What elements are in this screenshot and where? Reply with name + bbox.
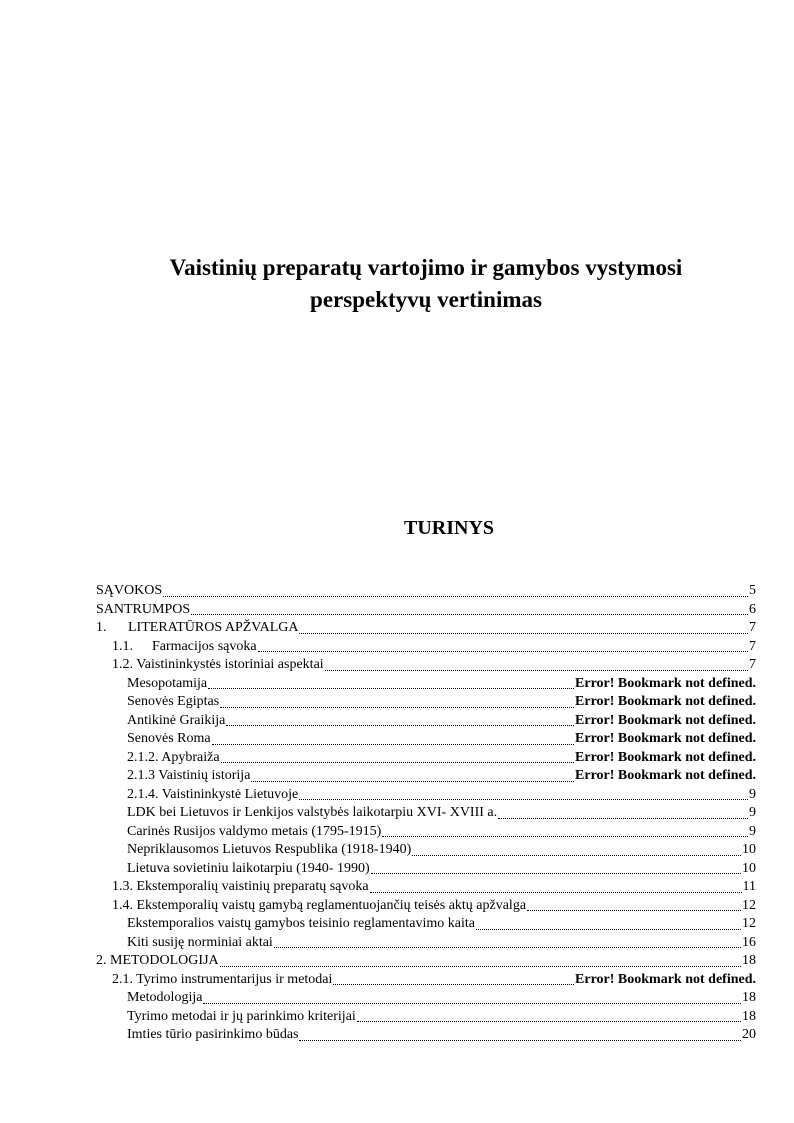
toc-entry-text: 1.3. Ekstemporalių vaistinių preparatų sąvoka — [112, 879, 369, 894]
toc-entry-label — [127, 804, 497, 823]
toc-entry-text: Carinės Rusijos valdymo metais (1795-1915) — [127, 823, 382, 839]
toc-entry-label — [127, 712, 225, 731]
toc-entry-page: 18 — [742, 990, 756, 1005]
toc-entry-label — [96, 582, 162, 601]
toc-entry-text: LITERATŪROS APŽVALGA — [128, 620, 299, 635]
toc-entry[interactable] — [96, 971, 756, 990]
toc-entry-label — [127, 915, 475, 934]
toc-dot-leader — [498, 817, 748, 819]
toc-entry[interactable] — [96, 601, 756, 620]
toc-dot-leader — [357, 1020, 741, 1022]
toc-entry[interactable] — [96, 675, 756, 694]
toc-entry-text: Nepriklausomos Lietuvos Respublika (1918-1940) — [127, 842, 412, 857]
toc-entry-page: 10 — [742, 842, 756, 857]
toc-entry-label — [127, 693, 219, 712]
toc-entry[interactable] — [96, 767, 756, 786]
toc-entry-label — [127, 934, 273, 953]
toc-dot-leader — [220, 706, 574, 708]
toc-entry-page: 12 — [742, 916, 756, 931]
toc-entry-error: Error! Bookmark not defined. — [575, 731, 756, 746]
toc-entry-error: Error! Bookmark not defined. — [575, 971, 756, 987]
toc-entry-label — [112, 656, 324, 675]
toc-entry[interactable] — [96, 897, 756, 916]
toc-dot-leader — [299, 1039, 741, 1041]
toc-entry[interactable] — [96, 619, 756, 638]
toc-entry-error: Error! Bookmark not defined. — [575, 768, 756, 783]
table-of-contents — [96, 582, 756, 1045]
toc-dot-leader — [163, 595, 748, 597]
toc-entry[interactable] — [96, 786, 756, 805]
toc-entry-text: SANTRUMPOS — [96, 601, 191, 617]
toc-entry-text: SĄVOKOS — [96, 583, 163, 598]
toc-dot-leader — [203, 1002, 741, 1004]
toc-entry-label — [127, 989, 202, 1008]
toc-entry[interactable] — [96, 638, 756, 657]
toc-entry-text: LDK bei Lietuvos ir Lenkijos valstybės laikotarpiu XVI- XVIII a. — [127, 805, 498, 820]
toc-entry-text: 2.1. Tyrimo instrumentarijus ir metodai — [112, 971, 333, 987]
toc-entry[interactable] — [96, 952, 756, 971]
toc-dot-leader — [191, 613, 748, 615]
toc-entry-label — [127, 860, 370, 879]
toc-entry-label — [127, 675, 207, 694]
toc-entry-label — [112, 897, 526, 916]
toc-entry[interactable] — [96, 712, 756, 731]
toc-entry-label — [127, 730, 211, 749]
toc-entry-text: Senovės Roma — [127, 731, 211, 746]
toc-dot-leader — [299, 632, 748, 634]
toc-entry-page: 10 — [742, 860, 756, 876]
document-title-line-1: Vaistinių preparatų vartojimo ir gamybos vystymosi — [169, 255, 683, 280]
toc-dot-leader — [212, 743, 574, 745]
toc-entry[interactable] — [96, 915, 756, 934]
toc-entry-text: Tyrimo metodai ir jų parinkimo kriterijai — [127, 1008, 356, 1024]
toc-entry[interactable] — [96, 1026, 756, 1045]
toc-entry-label — [127, 1026, 298, 1045]
toc-entry-label — [127, 1008, 356, 1027]
toc-entry-label — [127, 786, 298, 805]
toc-entry[interactable] — [96, 730, 756, 749]
toc-entry-text: 1.4. Ekstemporalių vaistų gamybą reglamentuojančių teisės aktų apžvalga — [112, 897, 527, 913]
toc-entry-label — [127, 749, 220, 768]
toc-entry-page: 7 — [749, 638, 756, 654]
toc-entry-number: 1.1. — [112, 638, 133, 654]
toc-entry-text: 2.1.3 Vaistinių istorija — [127, 768, 251, 783]
toc-entry-text: Mesopotamija — [127, 675, 208, 691]
document-title — [0, 252, 794, 316]
toc-entry-number: 1. — [96, 620, 107, 635]
toc-entry[interactable] — [96, 693, 756, 712]
toc-entry[interactable] — [96, 582, 756, 601]
toc-entry-page: 9 — [749, 823, 756, 839]
toc-entry-text: 2.1.2. Apybraiža — [127, 749, 220, 765]
toc-entry-page: 9 — [749, 786, 756, 802]
toc-entry[interactable] — [96, 804, 756, 823]
toc-entry-page: 18 — [742, 953, 756, 968]
toc-entry-page: 7 — [749, 620, 756, 635]
toc-dot-leader — [220, 965, 741, 967]
toc-entry-page: 16 — [742, 934, 756, 950]
toc-entry-text: Ekstemporalios vaistų gamybos teisinio reglamentavimo kaita — [127, 916, 475, 931]
toc-dot-leader — [258, 650, 748, 652]
toc-entry-page: 20 — [742, 1027, 756, 1042]
toc-entry-page: 18 — [742, 1008, 756, 1024]
toc-entry[interactable] — [96, 656, 756, 675]
toc-entry-text: Antikinė Graikija — [127, 712, 226, 728]
toc-entry[interactable] — [96, 989, 756, 1008]
toc-entry-label — [127, 823, 381, 842]
toc-entry[interactable] — [96, 823, 756, 842]
toc-entry-page: 11 — [742, 879, 756, 894]
toc-dot-leader — [371, 872, 741, 874]
toc-entry-error: Error! Bookmark not defined. — [575, 675, 756, 691]
toc-entry-label — [127, 841, 411, 860]
toc-entry-text: 2. METODOLOGIJA — [96, 953, 219, 968]
toc-entry-text: Lietuva sovietiniu laikotarpiu (1940- 1990) — [127, 860, 370, 876]
toc-entry[interactable] — [96, 1008, 756, 1027]
toc-dot-leader — [208, 687, 574, 689]
toc-entry-page: 7 — [749, 657, 756, 672]
toc-entry-text: Farmacijos sąvoka — [152, 638, 257, 654]
toc-entry-error: Error! Bookmark not defined. — [575, 749, 756, 765]
toc-dot-leader — [251, 780, 574, 782]
toc-entry[interactable] — [96, 934, 756, 953]
toc-dot-leader — [274, 946, 741, 948]
toc-dot-leader — [333, 983, 574, 985]
toc-entry-text: Metodologija — [127, 990, 203, 1005]
toc-entry-text: 1.2. Vaistininkystės istoriniai aspektai — [112, 657, 324, 672]
toc-entry[interactable] — [96, 860, 756, 879]
toc-entry-label — [96, 601, 190, 620]
toc-entry[interactable] — [96, 841, 756, 860]
toc-entry-text: 2.1.4. Vaistininkystė Lietuvoje — [127, 786, 299, 802]
toc-entry-label — [112, 878, 369, 897]
toc-dot-leader — [325, 669, 748, 671]
toc-entry-error: Error! Bookmark not defined. — [575, 694, 756, 709]
toc-dot-leader — [412, 854, 741, 856]
toc-entry-text: Senovės Egiptas — [127, 694, 220, 709]
toc-dot-leader — [299, 798, 748, 800]
toc-entry-label — [112, 971, 332, 990]
toc-entry-text: Imties tūrio pasirinkimo būdas — [127, 1027, 299, 1042]
toc-entry[interactable] — [96, 878, 756, 897]
toc-entry-label — [96, 619, 298, 638]
toc-dot-leader — [527, 909, 741, 911]
toc-entry-page: 9 — [749, 805, 756, 820]
toc-dot-leader — [370, 891, 742, 893]
toc-entry[interactable] — [96, 749, 756, 768]
toc-entry-page: 6 — [749, 601, 756, 617]
toc-heading: TURINYS — [403, 517, 495, 539]
toc-dot-leader — [382, 835, 748, 837]
document-title-line-2: perspektyvų vertinimas — [310, 287, 542, 312]
toc-entry-error: Error! Bookmark not defined. — [575, 712, 756, 728]
toc-entry-label — [112, 638, 257, 657]
toc-dot-leader — [221, 761, 575, 763]
toc-dot-leader — [226, 724, 574, 726]
toc-entry-page: 12 — [742, 897, 756, 913]
toc-entry-label — [96, 952, 219, 971]
toc-entry-page: 5 — [749, 583, 756, 598]
toc-entry-text: Kiti susiję norminiai aktai — [127, 934, 273, 950]
toc-dot-leader — [476, 928, 741, 930]
toc-entry-label — [127, 767, 250, 786]
